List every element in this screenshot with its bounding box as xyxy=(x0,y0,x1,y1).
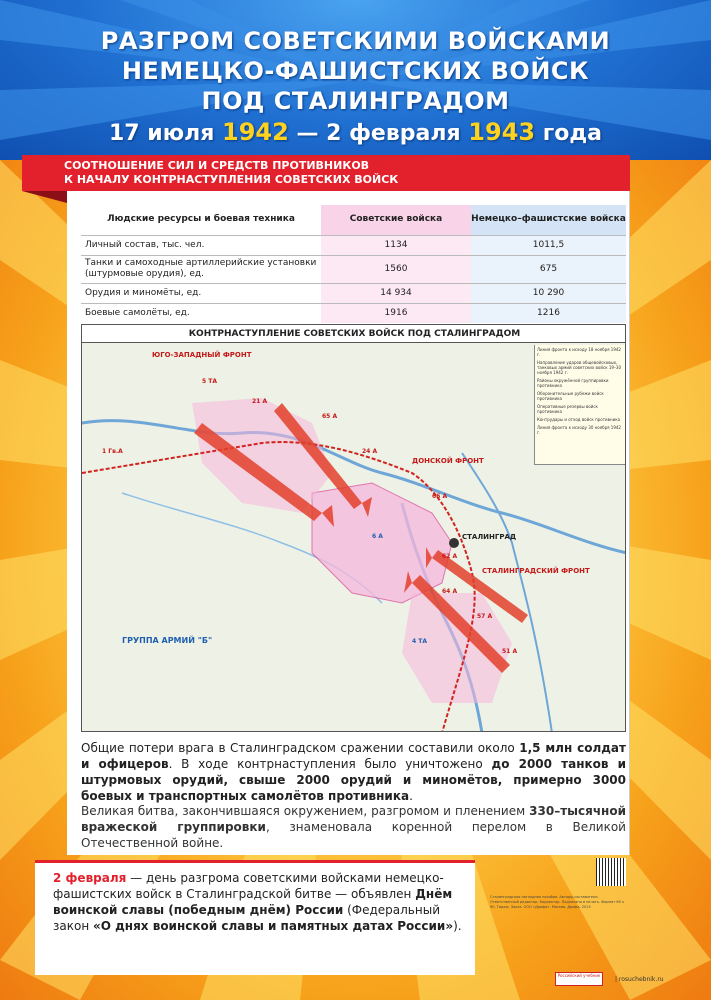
publisher-logos xyxy=(555,970,705,990)
map-title: КОНТРНАСТУПЛЕНИЕ СОВЕТСКИХ ВОЙСК ПОД СТАЛИНГРАДОМ xyxy=(82,325,626,343)
text-bold: Днём воинской славы (победным днём) России xyxy=(53,887,453,917)
text-bold: 1,5 млн солдат и офицеров xyxy=(81,741,626,771)
date-year-2: 1943 xyxy=(468,118,536,146)
header-soviet: Советские войска xyxy=(321,205,471,235)
map-label-stf: СТАЛИНГРАДСКИЙ ФРОНТ xyxy=(482,567,590,575)
publisher-site: | rosuchebnik.ru xyxy=(615,976,664,983)
date-day-1: 17 июля xyxy=(109,121,215,146)
text-span: ). xyxy=(453,919,462,933)
legend-item: Оперативные резервы войск противника xyxy=(537,404,598,414)
date-year-1: 1942 xyxy=(222,118,289,146)
map-label-a24: 24 А xyxy=(362,448,378,455)
table-cell-soviet: 1560 xyxy=(321,255,471,283)
imprint-fineprint: Сталинградская наглядная пособия. Авторы-составители. Ответственный редактор. Корректор. Подписано в печать. Формат 60 х 90. Тираж. Заказ. ООО «Дрофа». Москва. Дрофа. 2015 xyxy=(490,895,625,909)
banner-line-2: К НАЧАЛУ КОНТРНАСТУПЛЕНИЯ СОВЕТСКИХ ВОЙСК xyxy=(64,173,399,186)
map-label-a66: 66 А xyxy=(432,493,448,500)
table-cell-german: 10 290 xyxy=(471,283,626,303)
map-label-a4t: 4 ТА xyxy=(412,638,427,645)
significance-paragraph xyxy=(81,803,626,851)
map-label-swf: ЮГО-ЗАПАДНЫЙ ФРОНТ xyxy=(152,351,252,359)
table-row xyxy=(81,235,626,255)
page-title xyxy=(40,26,671,116)
table-cell-soviet: 1916 xyxy=(321,303,471,323)
map-label-a62: 62 А xyxy=(442,553,458,560)
table-cell-soviet: 14 934 xyxy=(321,283,471,303)
map-label-a5t: 5 ТА xyxy=(202,378,217,385)
section-banner xyxy=(22,155,630,191)
table-cell-label: Орудия и миномёты, ед. xyxy=(81,283,321,303)
forces-table xyxy=(81,205,626,323)
map-label-gruppa: ГРУППА АРМИЙ "Б" xyxy=(122,636,213,645)
text-span: . xyxy=(409,789,413,803)
table-row xyxy=(81,303,626,323)
title-line-1: РАЗГРОМ СОВЕТСКИМИ ВОЙСКАМИ xyxy=(100,27,611,55)
date-range xyxy=(40,118,671,146)
date-day-2: 2 февраля xyxy=(326,121,461,146)
table-cell-german: 1216 xyxy=(471,303,626,323)
date-separator: — xyxy=(296,121,319,146)
table-row xyxy=(81,255,626,283)
legend-item: Контрудары и отход войск противника xyxy=(537,417,621,422)
date-suffix: года xyxy=(542,121,602,146)
table-cell-label: Танки и самоходные артиллерийские установки (штурмовые орудия), ед. xyxy=(81,255,321,283)
map-label-a6: 6 А xyxy=(372,533,383,540)
map-legend xyxy=(534,345,625,465)
table-header-row xyxy=(81,205,626,235)
legend-item: Районы окружённой группировки противника xyxy=(537,378,609,388)
table-cell-label: Боевые самолёты, ед. xyxy=(81,303,321,323)
legend-item: Оборонительные рубежи войск противника xyxy=(537,391,604,401)
legend-item: Направление ударов общевойсковых, танковых армий советских войск 19–30 ноября 1942 г. xyxy=(537,360,622,375)
map-label-a51: 51 А xyxy=(502,648,518,655)
map-label-a57: 57 А xyxy=(477,613,493,620)
text-red: 2 февраля xyxy=(53,871,127,885)
map-label-stalingrad: СТАЛИНГРАД xyxy=(462,533,517,541)
battle-map xyxy=(81,324,626,732)
table-row xyxy=(81,283,626,303)
map-label-a21: 21 А xyxy=(252,398,268,405)
table-cell-german: 675 xyxy=(471,255,626,283)
text-span: Общие потери врага в Сталинградском сражении составили около xyxy=(81,741,520,755)
header-resources: Людские ресурсы и боевая техника xyxy=(107,214,295,225)
text-bold: до 2000 танков и штурмовых орудий, свыше 2000 орудий и миномётов, примерно 3000 боевых и транспортных самолётов противника xyxy=(81,757,627,803)
map-label-a1g: 1 Гв.А xyxy=(102,448,123,455)
publisher-logo: Российский учебник xyxy=(555,972,603,986)
text-span: Великая битва, закончившаяся окружением, разгромом и пленением xyxy=(81,804,530,818)
banner-line-1: СООТНОШЕНИЕ СИЛ И СРЕДСТВ ПРОТИВНИКОВ xyxy=(64,159,370,172)
title-line-2: НЕМЕЦКО-ФАШИСТСКИХ ВОЙСК xyxy=(121,57,590,85)
map-label-donf: ДОНСКОЙ ФРОНТ xyxy=(412,457,484,465)
text-bold: 330–тысячной вражеской группировки xyxy=(81,804,626,834)
text-span: . В ходе контрнаступления было уничтожено xyxy=(168,757,492,771)
barcode xyxy=(596,858,626,886)
losses-paragraph xyxy=(81,740,626,804)
table-cell-soviet: 1134 xyxy=(321,235,471,255)
header-german: Немецко–фашистские войска xyxy=(471,205,626,235)
text-bold: «О днях воинской славы и памятных датах России» xyxy=(92,919,454,933)
map-label-a65: 65 А xyxy=(322,413,338,420)
table-cell-label: Личный состав, тыс. чел. xyxy=(81,235,321,255)
table-cell-german: 1011,5 xyxy=(471,235,626,255)
legend-item: Линия фронта к исходу 18 ноября 1942 г. xyxy=(537,347,621,357)
text-span: (Федеральный закон xyxy=(53,903,441,933)
legend-item: Линия фронта к исходу 30 ноября 1942 г. xyxy=(537,425,621,435)
title-line-3: ПОД СТАЛИНГРАДОМ xyxy=(201,87,510,115)
text-span: , знаменовала коренной перелом в Великой Отечественной войне. xyxy=(81,820,626,850)
map-label-a64: 64 А xyxy=(442,588,458,595)
military-glory-box xyxy=(35,860,475,975)
text-span: — день разгрома советскими войсками немецко-фашистских войск в Сталинградской битве — объявлен xyxy=(53,871,444,901)
